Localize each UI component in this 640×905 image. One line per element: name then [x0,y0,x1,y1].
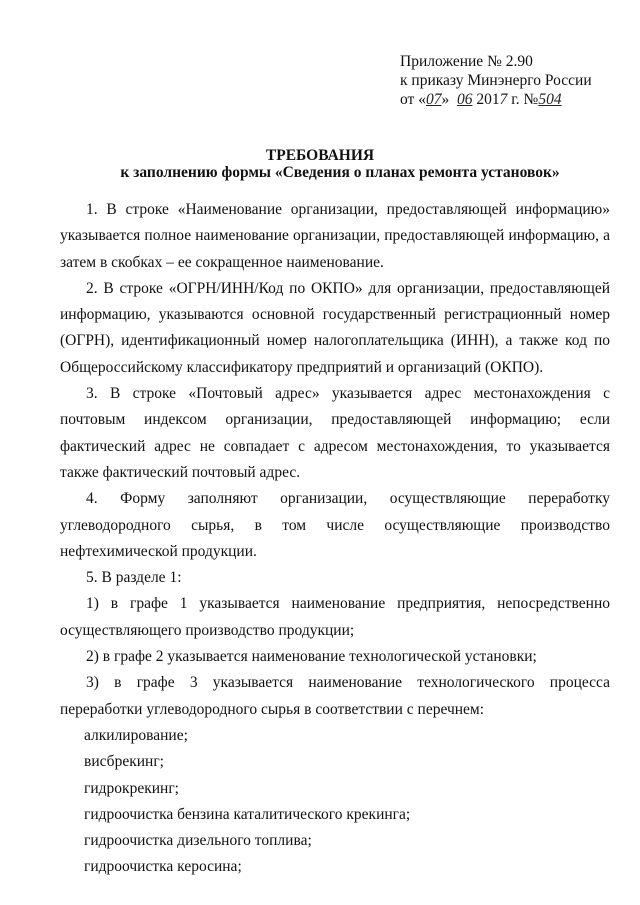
document-title: ТРЕБОВАНИЯ [265,147,375,164]
handwritten-day: 07 [425,91,442,108]
paragraph-3: 3. В строке «Почтовый адрес» указывается адрес местонахождения с почтовым индексом организации, предоставляющей информацию; если фактический адрес не совпадает с адресом местонахождения, то указывается также фактический почтовый адрес. [60,385,610,481]
date-mid: » [441,91,454,108]
year-suffix: г. № [507,91,539,108]
process-item: гидроочистка керосина; [84,858,242,876]
process-item: гидроочистка дизельного топлива; [84,832,312,850]
paragraph-2: 2. В строке «ОГРН/ИНН/Код по ОКПО» для организации, предоставляющей информацию, указываются основной государственный регистрационный номер (ОГРН), идентификационный номер налогоплательщика (ИНН), а также код по Общероссийскому классификатору предприятий и организаций (ОКПО). [60,279,610,376]
document-subtitle: к заполнению формы «Сведения о планах ремонта установок» [120,164,560,181]
process-item: гидрокрекинг; [84,779,179,797]
appendix-title: Приложение № 2.90 [400,53,533,70]
paragraph-4: 4. Форму заполняют организации, осуществляющие переработку углеводородного сырья, в том числе осуществляющие производство нефтехимической продукции. [60,490,610,560]
process-item: гидроочистка бензина каталитического крекинга; [84,805,411,823]
process-item: висбрекинг; [84,753,164,771]
appendix-order-ref: к приказу Минэнерго России [400,72,592,89]
paragraph-5-3: 3) в графе 3 указывается наименование технологического процесса переработки углеводородного сырья в соответствии с перечнем: [60,674,610,718]
handwritten-year-digit: 7 [499,91,508,108]
paragraph-1: 1. В строке «Наименование организации, предоставляющей информацию» указывается полное наименование организации, предоставляющей информацию, а затем в скобках – ее сокращенное наименование. [60,201,610,271]
year-prefix: 201 [472,91,500,108]
appendix-date-line [400,90,592,109]
process-item: алкилирование; [84,726,188,744]
paragraph-5-2: 2) в графе 2 указывается наименование технологической установки; [86,648,537,666]
date-prefix: от « [400,91,426,108]
appendix-block [400,52,592,109]
paragraph-5-1: 1) в графе 1 указывается наименование предприятия, непосредственно осуществляющего производство продукции; [60,595,610,639]
paragraph-5: 5. В разделе 1: [86,569,182,587]
document-body [60,197,610,881]
handwritten-month: 06 [456,91,473,108]
handwritten-order-number: 504 [538,91,562,108]
